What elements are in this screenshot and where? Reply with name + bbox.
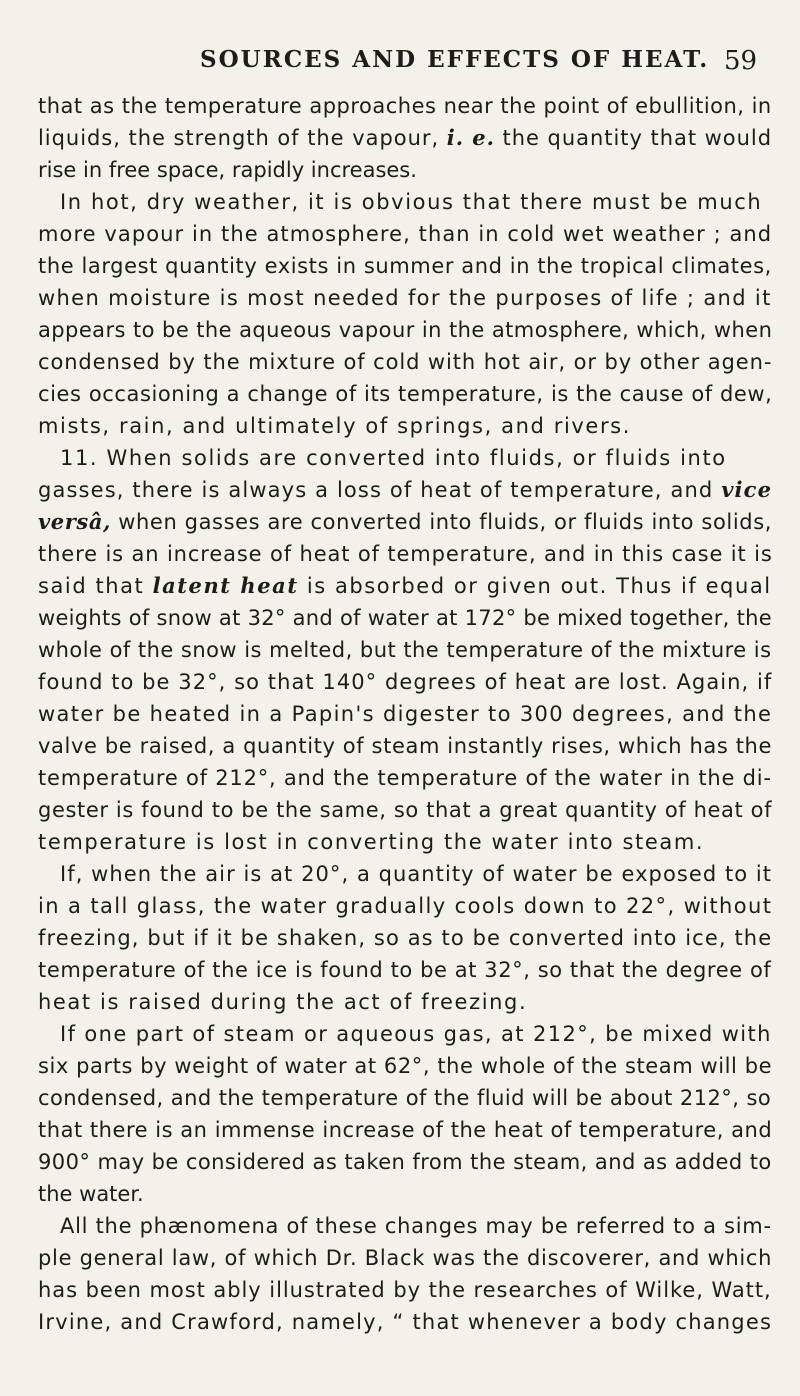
text-line: found to be 32°, so that 140° degrees of heat are lost. Again, if <box>38 670 773 694</box>
text-line: water be heated in a Papin's digester to 300 degrees, and the <box>38 702 773 726</box>
text-line: ple general law, of which Dr. Black was the discoverer, and which <box>38 1246 773 1270</box>
text-line: All the phænomena of these changes may be referred to a sim- <box>60 1214 772 1238</box>
text-line: condensed by the mixture of cold with hot air, or by other agen- <box>38 350 773 374</box>
text-line: valve be raised, a quantity of steam instantly rises, which has the <box>38 734 773 758</box>
text-line: 11. When solids are converted into fluids, or fluids into <box>60 446 727 470</box>
text-line: If one part of steam or aqueous gas, at 212°, be mixed with <box>60 1022 772 1046</box>
text-line: 900° may be considered as taken from the steam, and as added to <box>38 1150 772 1174</box>
text-line: the water. <box>38 1182 144 1206</box>
text-line: temperature of 212°, and the temperature of the water in the di- <box>38 766 772 790</box>
running-title: SOURCES AND EFFECTS OF HEAT. <box>200 46 710 73</box>
text-line: in a tall glass, the water gradually cools down to 22°, without <box>38 894 773 918</box>
text-line: condensed, and the temperature of the fluid will be about 212°, so <box>38 1086 772 1110</box>
text-line: whole of the snow is melted, but the temperature of the mixture is <box>38 638 772 662</box>
text-line: appears to be the aqueous vapour in the atmosphere, which, when <box>38 318 773 342</box>
text-line: said that latent heat is absorbed or given out. Thus if equal <box>38 573 772 598</box>
text-line: versâ, when gasses are converted into fluids, or fluids into solids, <box>38 509 773 534</box>
text-line: six parts by weight of water at 62°, the whole of the steam will be <box>38 1054 773 1078</box>
text-line: temperature of the ice is found to be at 32°, so that the degree of <box>38 958 772 982</box>
text-line: has been most ably illustrated by the researches of Wilke, Watt, <box>38 1278 772 1302</box>
text-line: liquids, the strength of the vapour, i. e. the quantity that would <box>38 125 773 150</box>
text-line: the largest quantity exists in summer and in the tropical climates, <box>38 254 772 278</box>
text-line: more vapour in the atmosphere, than in cold wet weather ; and <box>38 222 773 246</box>
text-line: that there is an immense increase of the heat of temperature, and <box>38 1118 773 1142</box>
text-line: If, when the air is at 20°, a quantity of water be exposed to it <box>60 862 773 886</box>
text-line: that as the temperature approaches near the point of ebullition, in <box>38 94 772 118</box>
text-line: cies occasioning a change of its temperature, is the cause of dew, <box>38 382 773 406</box>
text-line: there is an increase of heat of temperature, and in this case it is <box>38 542 773 566</box>
text-line: weights of snow at 32° and of water at 172° be mixed together, the <box>38 606 772 630</box>
text-line: mists, rain, and ultimately of springs, and rivers. <box>38 414 632 438</box>
text-line: temperature is lost in converting the water into steam. <box>38 830 705 854</box>
text-line: heat is raised during the act of freezing. <box>38 990 528 1014</box>
text-line: when moisture is most needed for the purposes of life ; and it <box>38 286 772 310</box>
text-line: gester is found to be the same, so that a great quantity of heat of <box>38 798 773 822</box>
text-line: Irvine, and Crawford, namely, “ that whenever a body changes <box>38 1310 773 1334</box>
page-number: 59 <box>724 46 758 76</box>
text-line: In hot, dry weather, it is obvious that there must be much <box>60 190 763 214</box>
text-line: freezing, but if it be shaken, so as to be converted into ice, the <box>38 926 773 950</box>
text-line: gasses, there is always a loss of heat of temperature, and vice <box>38 477 773 502</box>
text-line: rise in free space, rapidly increases. <box>38 158 417 182</box>
